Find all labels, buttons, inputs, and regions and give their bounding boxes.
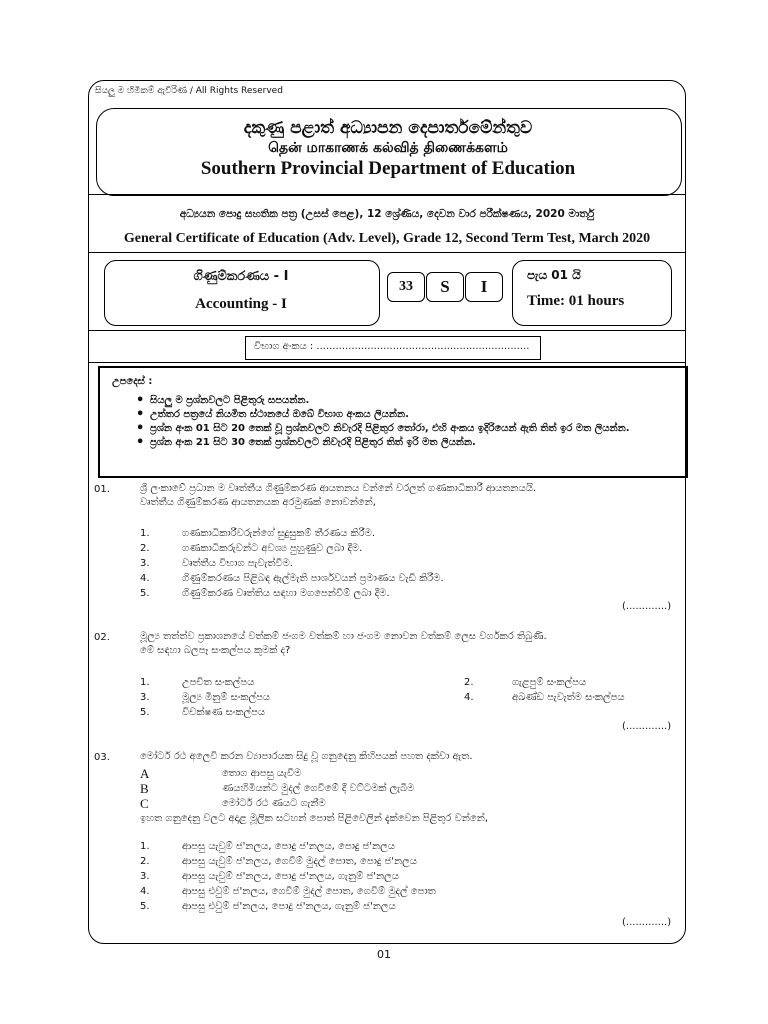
paper-code: I — [465, 272, 503, 302]
duration-sinhala: පැය 01 යි — [527, 268, 581, 282]
option-text: විචක්ෂණ සංකල්පය — [182, 707, 266, 718]
index-number-box[interactable] — [245, 336, 541, 360]
transaction-text: මෝටර් රථ ණයට ගැනීම — [222, 798, 326, 809]
english-department: Southern Provincial Department of Education — [200, 158, 576, 179]
transaction-key: C — [140, 796, 149, 811]
exam-title-english: General Certificate of Education (Adv. Level), Grade 12, Second Term Test, March 2020 — [123, 231, 651, 246]
option-text: ගිණුම්කරණ වෘත්තිය සඳහා මගපෙන්වීම් ලබා දීම. — [182, 588, 390, 599]
option-number: 4. — [140, 886, 150, 897]
instruction-item: • ප්‍රශ්න අංක 21 සිට 30 තෙක් ප්‍රශ්නවලට නිවැරදි පිළිතුර තිත් ඉරි මත ලියන්න. — [108, 436, 668, 450]
option-text: ගණකාධිකාරීවරුන්ගේ සුදුසුකම් තීරණය කිරීම. — [182, 528, 376, 539]
option-number: 1. — [140, 841, 150, 852]
question-line: මේ සඳහා බලපෑ සංකල්පය කුමක් ද? — [140, 645, 291, 656]
option-number: 5. — [140, 901, 150, 912]
duration-english: Time: 01 hours — [527, 293, 625, 309]
option-text: ආපසු එවුම් ජ'නලය, පොදු ජ'නලය, ගැනුම් ජ'නලය — [182, 901, 396, 912]
option-number: 1. — [140, 528, 150, 539]
option-text: ආපසු යැවුම් ජ'නලය, ගෙවීම් මුදල් පොත, පොදු ජ'නලය — [182, 856, 417, 867]
option-text: ආපසු යැවුම් ජ'නලය, පොදු ජ'නලය, ගැනුම් ජ'නලය — [182, 871, 399, 882]
option-number: 2. — [140, 543, 150, 554]
question-stem: මෝටර් රථ අලෙවි කරන ව්‍යාපාරයක සිදු වූ ගනුදෙනු කිහිපයක් පහත දක්වා ඇත. — [140, 751, 473, 762]
answer-blank[interactable]: (.............) — [622, 721, 672, 732]
option-text: වෘත්තීය විභාග පැවැත්වීම. — [182, 558, 293, 569]
divider — [88, 194, 686, 195]
answer-blank[interactable]: (.............) — [622, 601, 672, 612]
subject-code: 33 — [387, 272, 425, 302]
medium-code: S — [426, 272, 464, 302]
question-stem — [140, 482, 670, 510]
option-number: 4. — [464, 692, 474, 703]
option-number: 3. — [140, 871, 150, 882]
option-number: 4. — [140, 573, 150, 584]
instructions-box — [98, 366, 688, 478]
option-text: උපචිත සංකල්පය — [182, 677, 255, 688]
option-text: ආපසු යැවුම් ජ'නලය, පොදු ජ'නලය, පොදු ජ'නලය — [182, 841, 395, 852]
transaction-text: තොග ආපසු යැවීම — [222, 768, 302, 779]
subject-english: Accounting - I — [195, 296, 287, 312]
sinhala-department: දකුණු පළාත් අධ්‍යාපන දෙපාර්තමේන්තුව — [243, 118, 533, 138]
index-number-label: විභාග අංකය : ................................................................... — [254, 341, 530, 352]
question-line: මූල්‍ය තත්ත්ව ප්‍රකාශනයේ වත්කම් ජංගම වත්කම් හා ජංගම නොවන වත්කම් ලෙස වර්ගකර තිබුණි. — [140, 631, 547, 642]
option-number: 5. — [140, 588, 150, 599]
option-number: 3. — [140, 558, 150, 569]
subject-sinhala: ගිණුම්කරණය - I — [193, 269, 289, 284]
option-text: ගැළපුම් සංකල්පය — [512, 677, 587, 688]
transaction-key: A — [140, 766, 150, 781]
option-number: 2. — [464, 677, 474, 688]
divider — [88, 330, 686, 331]
question-followup: ඉහත ගනුදෙනු වලට අදාළ මූලික සටහන් පොත් පිළිවෙලින් දැක්වෙන පිළිතුර වන්නේ, — [140, 813, 489, 824]
option-number: 1. — [140, 677, 150, 688]
divider — [88, 362, 686, 363]
answer-blank[interactable]: (.............) — [622, 917, 672, 928]
rights-notice: සියලු ම හිමිකම් ඇවිරිණ / All Rights Reserved — [95, 86, 283, 96]
question-number: 03. — [94, 752, 110, 763]
option-text: ගිණුම්කරණය පිළිබඳ ඇල්මැති පාර්ශවයන් ප්‍රමාණය වැඩි කිරීම. — [182, 573, 444, 584]
question-number: 01. — [94, 484, 110, 495]
question-line: වෘත්තීය ගිණුම්කරණ ආයතනයක අරමුණක් නොවන්නේ, — [140, 497, 376, 508]
exam-title-sinhala: අධ්‍යයන පොදු සහතික පත්‍ර (උසස් පෙළ), 12 ශ්‍රේණිය, දෙවන වාර පරීක්ෂණය, 2020 මාර්තු — [179, 208, 595, 220]
tamil-department: தென் மாகாணக் கல்வித் திணைக்களம் — [268, 140, 508, 156]
question-line: ශ්‍රී ලංකාවේ ප්‍රධාන ම වෘත්තීය ගිණුම්කරණ ආයතනය වන්නේ වරලත් ගණකාධිකාරී ආයතනයයි. — [140, 483, 537, 494]
option-text: අඛණ්ඩ පැවැත්ම සංකල්පය — [512, 692, 625, 703]
transaction-key: B — [140, 781, 149, 796]
option-number: 5. — [140, 707, 150, 718]
option-text: මූල්‍ය මිනුම් සංකල්පය — [182, 692, 271, 703]
option-text: ආපසු එවුම් ජ'නලය, ගෙවීම් මුදල් පොත, ගෙවීම් මුදල් පොත — [182, 886, 436, 897]
divider — [88, 252, 686, 253]
option-number: 3. — [140, 692, 150, 703]
instructions-list — [108, 394, 668, 450]
question-stem — [140, 630, 670, 658]
instruction-item: • උත්තර පත්‍රයේ නියමිත ස්ථානයේ ඔබේ විභාග අංකය ලියන්න. — [108, 408, 668, 422]
option-number: 2. — [140, 856, 150, 867]
instruction-item: • ප්‍රශ්න අංක 01 සිට 20 තෙක් වූ ප්‍රශ්නවලට නිවැරදි පිළිතුර තෝරා, එහි අංකය ඉදිරියෙන් ඇති තිත් ඉර මත ලියන්න. — [108, 422, 668, 436]
question-number: 02. — [94, 632, 110, 643]
option-text: ගණකාධිකරුවන්ට අවශ්‍ය පුහුණුව ලබා දීම. — [182, 543, 363, 554]
instruction-item: • සියලු ම ප්‍රශ්නවලට පිළිතුරු සපයන්න. — [108, 394, 668, 408]
instructions-title: උපදෙස් : — [112, 376, 153, 387]
page-number: 01 — [377, 948, 391, 961]
transaction-text: ණයහිමියන්ට මුදල් ගෙවීමේ දී වට්ටමක් ලැබීම — [222, 783, 415, 794]
